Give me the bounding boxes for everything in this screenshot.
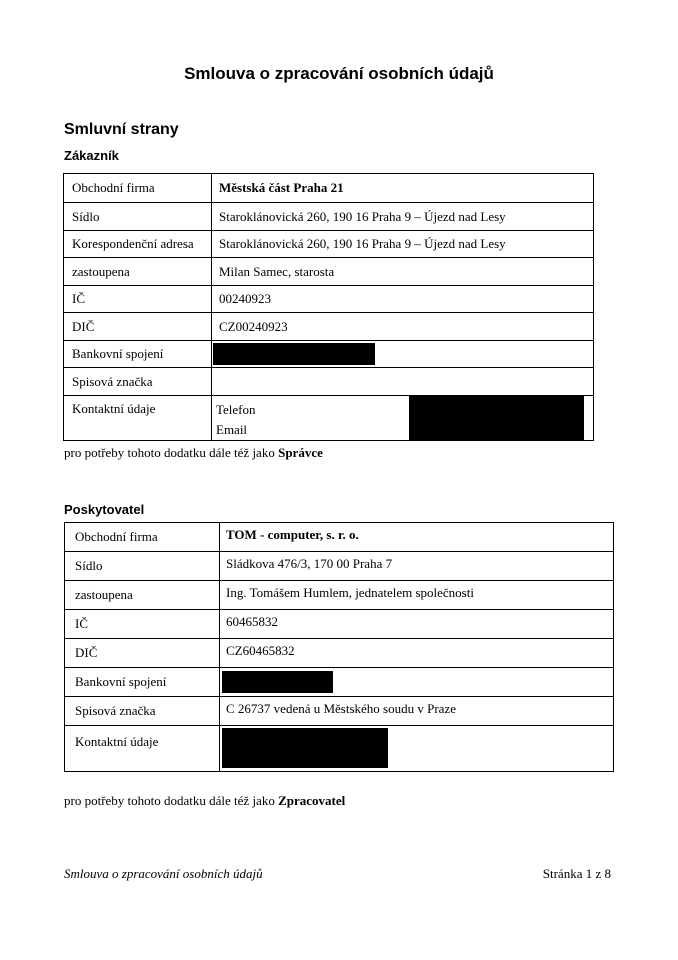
row-value: Staroklánovická 260, 190 16 Praha 9 – Újezd nad Lesy bbox=[212, 231, 594, 258]
row-label: DIČ bbox=[65, 639, 220, 668]
contact-cell bbox=[212, 396, 594, 441]
row-label: Bankovní spojení bbox=[64, 341, 212, 368]
row-label: zastoupena bbox=[64, 258, 212, 286]
page-number: Stránka 1 z 8 bbox=[542, 866, 611, 881]
redaction-block bbox=[409, 396, 584, 441]
row-label: Bankovní spojení bbox=[65, 668, 220, 697]
customer-heading: Zákazník bbox=[64, 148, 119, 163]
row-label: Sídlo bbox=[65, 552, 220, 581]
email-label: Email bbox=[216, 422, 248, 437]
row-value: Staroklánovická 260, 190 16 Praha 9 – Újezd nad Lesy bbox=[212, 203, 594, 231]
footer-document-title: Smlouva o zpracování osobních údajů bbox=[64, 866, 263, 881]
row-value: CZ60465832 bbox=[220, 639, 614, 668]
row-label: Obchodní firma bbox=[65, 523, 220, 552]
row-label: Kontaktní údaje bbox=[64, 396, 212, 441]
document-title: Smlouva o zpracování osobních údajů bbox=[184, 64, 494, 83]
row-label: Kontaktní údaje bbox=[65, 726, 220, 772]
role-name: Správce bbox=[278, 445, 323, 460]
table-row bbox=[64, 258, 594, 286]
row-label: Obchodní firma bbox=[64, 174, 212, 203]
table-row bbox=[65, 610, 614, 639]
row-value: Milan Samec, starosta bbox=[212, 258, 594, 286]
redaction-block bbox=[222, 671, 333, 693]
provider-heading: Poskytovatel bbox=[64, 502, 145, 517]
row-value bbox=[212, 368, 594, 396]
table-row bbox=[64, 341, 594, 368]
table-row bbox=[64, 396, 594, 441]
table-row bbox=[64, 286, 594, 313]
role-name: Zpracovatel bbox=[278, 793, 346, 808]
table-row bbox=[65, 639, 614, 668]
row-value: TOM - computer, s. r. o. bbox=[220, 523, 614, 552]
table-row bbox=[64, 368, 594, 396]
phone-label: Telefon bbox=[216, 402, 256, 417]
row-value bbox=[220, 668, 614, 697]
redaction-block bbox=[213, 343, 375, 365]
table-row bbox=[65, 697, 614, 726]
table-row bbox=[65, 552, 614, 581]
section-heading: Smluvní strany bbox=[64, 121, 179, 138]
table-row bbox=[64, 313, 594, 341]
row-label: zastoupena bbox=[65, 581, 220, 610]
customer-table bbox=[63, 173, 594, 441]
table-row bbox=[65, 726, 614, 772]
redaction-block bbox=[222, 728, 388, 768]
row-value bbox=[220, 726, 614, 772]
row-value: 00240923 bbox=[212, 286, 594, 313]
table-row bbox=[65, 668, 614, 697]
provider-role-note bbox=[64, 793, 345, 809]
row-value: C 26737 vedená u Městského soudu v Praze bbox=[220, 697, 614, 726]
row-label: Spisová značka bbox=[65, 697, 220, 726]
table-row bbox=[65, 581, 614, 610]
row-value: Městská část Praha 21 bbox=[212, 174, 594, 203]
row-label: Spisová značka bbox=[64, 368, 212, 396]
row-value bbox=[212, 341, 594, 368]
row-label: IČ bbox=[65, 610, 220, 639]
note-text: pro potřeby tohoto dodatku dále též jako bbox=[64, 445, 279, 460]
row-value: Ing. Tomášem Humlem, jednatelem společnosti bbox=[220, 581, 614, 610]
note-text: pro potřeby tohoto dodatku dále též jako bbox=[64, 793, 279, 808]
provider-table bbox=[64, 522, 614, 772]
table-row bbox=[64, 174, 594, 203]
row-label: Sídlo bbox=[64, 203, 212, 231]
row-value: Sládkova 476/3, 170 00 Praha 7 bbox=[220, 552, 614, 581]
table-row bbox=[65, 523, 614, 552]
table-row bbox=[64, 231, 594, 258]
row-value: CZ00240923 bbox=[212, 313, 594, 341]
row-label: DIČ bbox=[64, 313, 212, 341]
customer-role-note bbox=[64, 445, 323, 461]
table-row bbox=[64, 203, 594, 231]
row-label: IČ bbox=[64, 286, 212, 313]
row-label: Korespondenční adresa bbox=[64, 231, 212, 258]
row-value: 60465832 bbox=[220, 610, 614, 639]
